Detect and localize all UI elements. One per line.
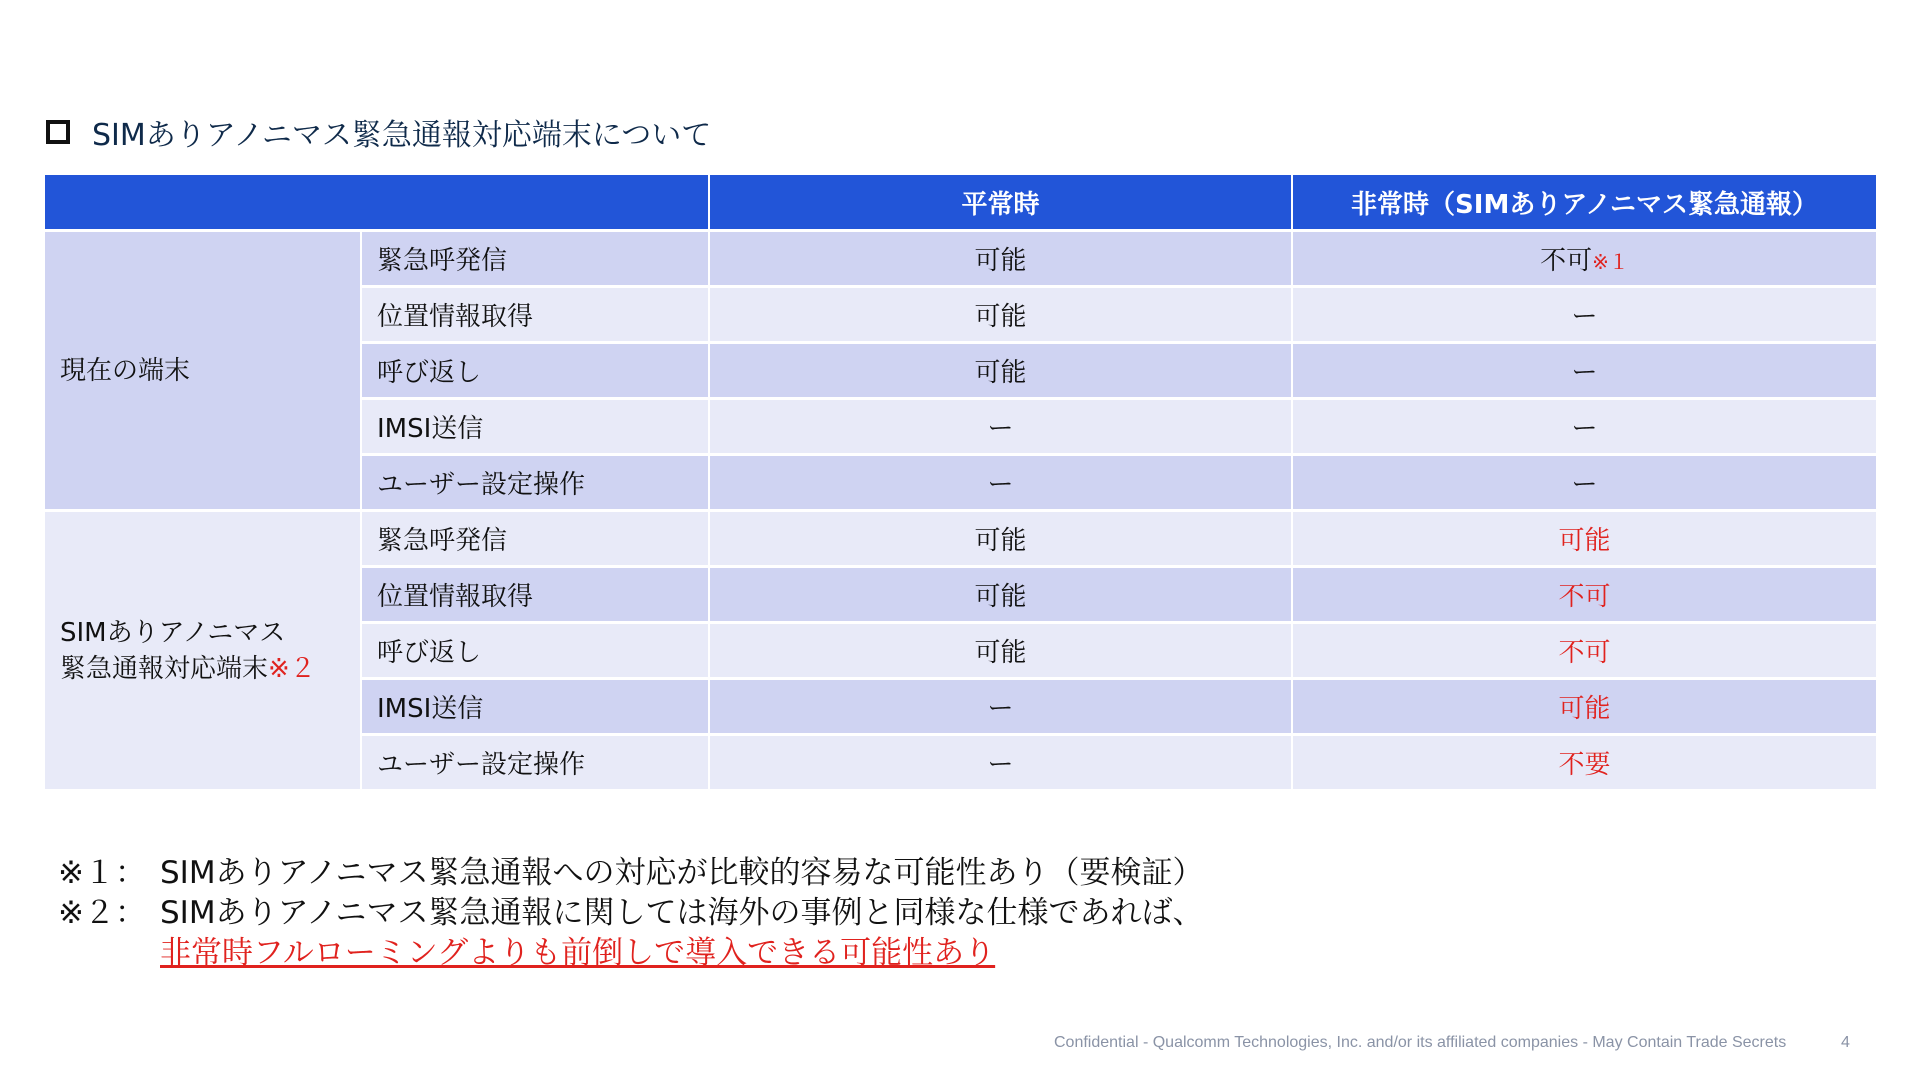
group-label-text: 現在の端末: [60, 355, 191, 386]
emergency-cell: [1293, 232, 1876, 288]
normal-cell: ー: [710, 400, 1293, 456]
square-bullet-icon: [46, 120, 70, 144]
comparison-table: [45, 175, 1876, 792]
footnote-text: SIMありアノニマス緊急通報への対応が比較的容易な可能性あり（要検証）: [160, 855, 1204, 891]
confidential-footer: Confidential - Qualcomm Technologies, Inc. and/or its affiliated companies - May Contain Trade Secrets: [1054, 1034, 1787, 1051]
group-label-current: [45, 232, 362, 512]
normal-cell: ー: [710, 456, 1293, 512]
normal-cell: 可能: [710, 232, 1293, 288]
page-number: 4: [1841, 1034, 1850, 1051]
item-cell: 位置情報取得: [362, 568, 710, 624]
table-header-row: [45, 175, 1876, 232]
header-emergency: 非常時（SIMありアノニマス緊急通報）: [1293, 175, 1876, 232]
group-label-line2: 緊急通報対応端末: [60, 653, 269, 684]
table-row: [45, 232, 1876, 288]
item-cell: IMSI送信: [362, 400, 710, 456]
normal-cell: 可能: [710, 624, 1293, 680]
normal-cell: ー: [710, 680, 1293, 736]
footnotes: [58, 853, 1204, 973]
footnote-text-line1: SIMありアノニマス緊急通報に関しては海外の事例と同様な仕様であれば、: [160, 895, 1204, 931]
footnote-ref: ※２: [268, 653, 316, 684]
normal-cell: 可能: [710, 288, 1293, 344]
emergency-cell: 可能: [1293, 512, 1876, 568]
item-cell: 緊急呼発信: [362, 232, 710, 288]
slide-title: [46, 112, 711, 152]
item-cell: ユーザー設定操作: [362, 736, 710, 792]
slide-title-text: SIMありアノニマス緊急通報対応端末について: [92, 118, 712, 153]
table-row: [45, 512, 1876, 568]
footnote-label: ※２：: [58, 895, 146, 931]
emergency-value: 不可: [1540, 246, 1593, 276]
footnote-text-line2-highlight: 非常時フルローミングよりも前倒しで導入できる可能性あり: [160, 935, 996, 971]
emergency-cell: ー: [1293, 288, 1876, 344]
normal-cell: 可能: [710, 512, 1293, 568]
item-cell: 位置情報取得: [362, 288, 710, 344]
emergency-cell: 不可: [1293, 624, 1876, 680]
emergency-cell: ー: [1293, 344, 1876, 400]
normal-cell: 可能: [710, 344, 1293, 400]
item-cell: 緊急呼発信: [362, 512, 710, 568]
emergency-cell: 可能: [1293, 680, 1876, 736]
item-cell: 呼び返し: [362, 344, 710, 400]
group-label-sim-anonymous: [45, 512, 362, 792]
header-blank: [45, 175, 710, 232]
emergency-cell: 不可: [1293, 568, 1876, 624]
emergency-cell: ー: [1293, 400, 1876, 456]
item-cell: 呼び返し: [362, 624, 710, 680]
footnote-label: ※１：: [58, 855, 146, 891]
footnote-1: [58, 853, 1204, 893]
footnote-text: [160, 893, 1204, 973]
normal-cell: ー: [710, 736, 1293, 792]
normal-cell: 可能: [710, 568, 1293, 624]
item-cell: IMSI送信: [362, 680, 710, 736]
header-normal: 平常時: [710, 175, 1293, 232]
group-label-line1: SIMありアノニマス: [60, 617, 286, 648]
item-cell: ユーザー設定操作: [362, 456, 710, 512]
footnote-ref: ※１: [1592, 250, 1629, 274]
emergency-cell: 不要: [1293, 736, 1876, 792]
footnote-2: [58, 893, 1204, 973]
emergency-cell: ー: [1293, 456, 1876, 512]
